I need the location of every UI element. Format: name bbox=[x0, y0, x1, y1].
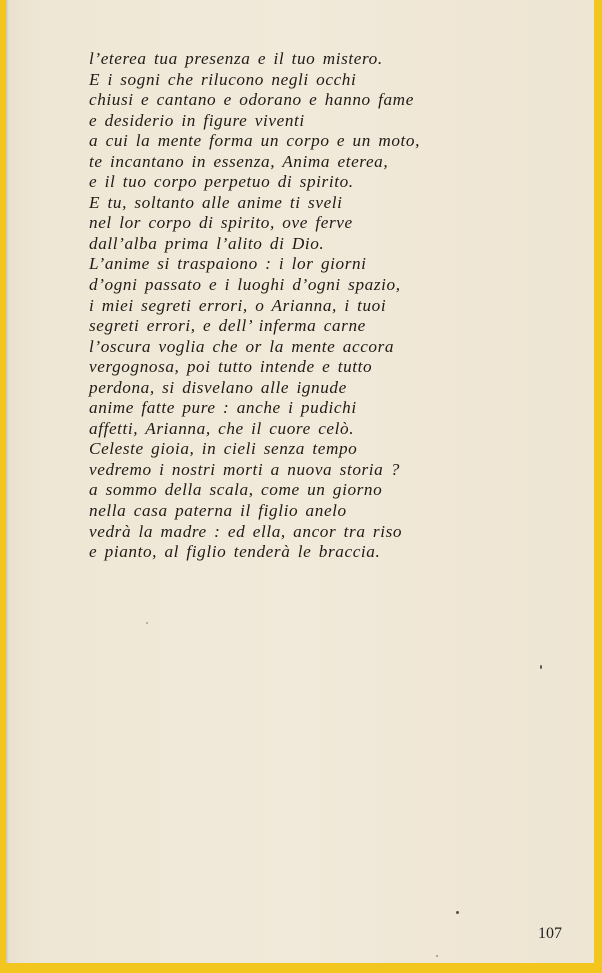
poem-line: vedremo i nostri morti a nuova storia ? bbox=[89, 459, 400, 479]
poem-line: l’oscura voglia che or la mente accora bbox=[89, 336, 395, 356]
poem-line: E tu, soltanto alle anime ti sveli bbox=[89, 192, 343, 212]
poem-line: d’ogni passato e i luoghi d’ogni spazio, bbox=[89, 275, 401, 295]
poem-line: e desiderio in figure viventi bbox=[89, 110, 305, 130]
paper-speck bbox=[146, 622, 148, 624]
poem-line: l’eterea tua presenza e il tuo mistero. bbox=[89, 49, 383, 68]
poem-line: dall’alba prima l’alito di Dio. bbox=[89, 233, 325, 253]
paper-speck bbox=[456, 911, 459, 914]
poem-line: affetti, Arianna, che il cuore celò. bbox=[89, 418, 355, 438]
page-gutter-shadow bbox=[6, 0, 9, 963]
paper-speck bbox=[540, 665, 542, 669]
poem-line: segreti errori, e dell’ inferma carne bbox=[89, 316, 366, 336]
poem-line: a sommo della scala, come un giorno bbox=[89, 480, 383, 500]
poem-line: chiusi e cantano e odorano e hanno fame bbox=[89, 90, 414, 110]
poem-line: perdona, si disvelano alle ignude bbox=[89, 377, 347, 397]
poem-line: e il tuo corpo perpetuo di spirito. bbox=[89, 172, 354, 192]
poem-line: anime fatte pure : anche i pudichi bbox=[89, 398, 357, 418]
poem-line: L’anime si traspaiono : i lor giorni bbox=[89, 254, 367, 274]
poem-line: E i sogni che rilucono negli occhi bbox=[89, 69, 357, 89]
poem-line: e pianto, al figlio tenderà le braccia. bbox=[89, 542, 381, 562]
poem-text bbox=[89, 49, 569, 563]
poem-line: te incantano in essenza, Anima eterea, bbox=[89, 151, 389, 171]
poem-line: i miei segreti errori, o Arianna, i tuoi bbox=[89, 295, 387, 315]
poem-line: vergognosa, poi tutto intende e tutto bbox=[89, 357, 373, 377]
poem-line: nel lor corpo di spirito, ove ferve bbox=[89, 213, 353, 233]
paper-speck bbox=[436, 955, 438, 957]
poem-line: a cui la mente forma un corpo e un moto, bbox=[89, 131, 421, 151]
poem-line: nella casa paterna il figlio anelo bbox=[89, 501, 347, 521]
poem-line: Celeste gioia, in cieli senza tempo bbox=[89, 439, 358, 459]
page-number: 107 bbox=[538, 925, 562, 942]
book-page bbox=[6, 0, 594, 963]
poem-line: vedrà la madre : ed ella, ancor tra riso bbox=[89, 521, 403, 541]
